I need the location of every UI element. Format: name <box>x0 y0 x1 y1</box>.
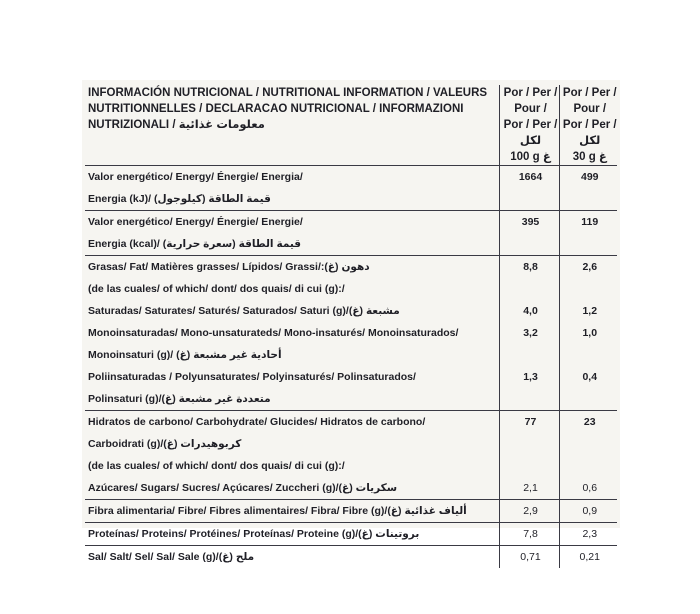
col-header-line: 100 g غ <box>510 151 551 163</box>
value-per-100g <box>499 322 559 366</box>
value-per-100g <box>499 211 559 256</box>
value-per-30g <box>559 546 617 569</box>
value-per-100g <box>499 546 559 569</box>
value-per-100g-text: 2,1 <box>523 482 538 494</box>
nutrient-label <box>85 455 499 477</box>
value-per-100g-text: 1664 <box>518 171 543 183</box>
col-header-line: Por / Per / لكل <box>503 119 558 147</box>
value-per-30g-text <box>563 278 618 300</box>
value-per-100g-text: 0,71 <box>520 551 541 563</box>
nutrient-label-line: Saturadas/ Saturates/ Saturés/ Saturados/ Saturi (g)/(غ) مشبعة <box>88 305 400 317</box>
value-per-30g-text: 0,9 <box>582 505 598 517</box>
value-per-100g <box>499 500 559 523</box>
value-per-30g-text: 2,3 <box>582 528 598 540</box>
nutrient-label-line: Carboidrati (g)/(غ) كربوهيدرات <box>88 438 242 450</box>
nutrient-label-line: Sal/ Salt/ Sel/ Sal/ Sale (g)/(غ) ملح <box>88 551 255 563</box>
nutrition-table <box>85 85 617 568</box>
nutrient-label <box>85 278 499 300</box>
nutrient-label-line: Azúcares/ Sugars/ Sucres/ Açúcares/ Zuccheri (g)/(غ) سكريات <box>88 482 398 494</box>
nutrient-row <box>85 366 617 411</box>
value-per-100g <box>499 366 559 411</box>
nutrient-row <box>85 166 617 211</box>
value-per-30g-text: 119 <box>581 216 599 228</box>
value-per-30g <box>559 455 617 477</box>
nutrient-label-line: (de las cuales/ of which/ dont/ dos quais/ di cui (g):/ <box>88 460 345 472</box>
value-per-100g <box>499 477 559 500</box>
value-per-100g <box>499 300 559 322</box>
value-per-100g <box>499 278 559 300</box>
nutrient-label <box>85 546 499 569</box>
nutrient-label <box>85 366 499 411</box>
value-per-30g <box>559 523 617 546</box>
value-per-100g <box>499 455 559 477</box>
title-line: NUTRIZIONALI / معلومات غذائية <box>88 119 265 131</box>
nutrient-label <box>85 322 499 366</box>
value-per-30g-text: 0,4 <box>582 371 598 383</box>
nutrient-label-line: Proteínas/ Proteins/ Protéines/ Proteínas/ Proteine (g)/(غ) بروتينات <box>88 528 420 540</box>
nutrient-label <box>85 166 499 211</box>
value-per-30g-text: 1,0 <box>582 327 598 339</box>
value-per-30g-text: 499 <box>580 171 599 183</box>
value-per-100g-text <box>503 278 559 300</box>
value-per-30g-text: 23 <box>583 416 596 428</box>
value-per-100g-text: 77 <box>524 416 537 428</box>
value-per-100g-text <box>503 455 559 477</box>
nutrient-label <box>85 500 499 523</box>
value-per-100g-text: 395 <box>521 216 540 228</box>
nutrient-row <box>85 256 617 279</box>
value-per-30g <box>559 166 617 211</box>
column-header-100g <box>499 85 559 166</box>
value-per-30g-text <box>563 455 618 477</box>
nutrient-label-line: Energia (kJ)/ (كيلوجول) قيمة الطاقة <box>88 193 271 205</box>
value-per-100g <box>499 523 559 546</box>
nutrient-label-line: Polinsaturi (g)/(غ) متعددة غير مشبعة <box>88 393 271 405</box>
nutrient-row <box>85 477 617 500</box>
col-header-line: Por / Per / Pour / <box>503 87 558 115</box>
nutrient-label-line: (de las cuales/ of which/ dont/ dos quais/ di cui (g):/ <box>88 283 345 295</box>
nutrient-label <box>85 211 499 256</box>
value-per-100g-text: 3,2 <box>523 327 538 339</box>
nutrient-row <box>85 278 617 300</box>
nutrient-label-line: Grasas/ Fat/ Matières grasses/ Lípidos/ Grassi/:(غ) دهون <box>88 261 370 273</box>
nutrient-label <box>85 523 499 546</box>
table-title <box>85 85 499 166</box>
nutrient-label-line: Valor energético/ Energy/ Énergie/ Energie/ <box>88 216 303 228</box>
value-per-30g-text: 0,6 <box>582 482 598 494</box>
value-per-100g <box>499 166 559 211</box>
nutrient-row <box>85 411 617 456</box>
value-per-30g <box>559 322 617 366</box>
value-per-100g-text: 1,3 <box>523 371 538 383</box>
value-per-100g <box>499 256 559 279</box>
value-per-100g-text: 2,9 <box>523 505 538 517</box>
value-per-100g-text: 7,8 <box>523 528 538 540</box>
nutrient-label-line: Hidratos de carbono/ Carbohydrate/ Glucides/ Hidratos de carbono/ <box>88 416 426 428</box>
value-per-100g <box>499 411 559 456</box>
value-per-30g <box>559 477 617 500</box>
nutrient-label-line: Fibra alimentaria/ Fibre/ Fibres alimentaires/ Fibra/ Fibre (g)/(غ) ألياف غذائية <box>88 505 467 517</box>
column-header-30g <box>559 85 617 166</box>
value-per-30g <box>559 300 617 322</box>
nutrient-row <box>85 500 617 523</box>
nutrient-label <box>85 477 499 500</box>
value-per-30g <box>559 211 617 256</box>
nutrient-row <box>85 211 617 256</box>
nutrient-row <box>85 300 617 322</box>
value-per-30g <box>559 278 617 300</box>
value-per-30g-text: 2,6 <box>582 261 598 273</box>
value-per-30g-text: 1,2 <box>582 305 598 317</box>
col-header-line: 30 g غ <box>572 151 607 163</box>
nutrient-label-line: Poliinsaturadas / Polyunsaturates/ Polyinsaturés/ Polinsaturados/ <box>88 371 416 383</box>
nutrient-row <box>85 322 617 366</box>
value-per-100g-text: 8,8 <box>523 261 538 273</box>
nutrient-label <box>85 300 499 322</box>
nutrient-label <box>85 256 499 279</box>
value-per-30g <box>559 366 617 411</box>
value-per-30g-text: 0,21 <box>579 551 600 563</box>
nutrient-label <box>85 411 499 456</box>
nutrient-row <box>85 523 617 546</box>
nutrient-label-line: Valor energético/ Energy/ Énergie/ Energia/ <box>88 171 303 183</box>
value-per-30g <box>559 411 617 456</box>
col-header-line: Por / Per / Pour / <box>562 87 617 115</box>
title-line: INFORMACIÓN NUTRICIONAL / NUTRITIONAL INFORMATION / VALEURS <box>88 87 488 99</box>
nutrient-row <box>85 546 617 569</box>
nutrient-label-line: Monoinsaturi (g)/ (غ) أحادية غير مشبعة <box>88 349 282 361</box>
value-per-30g <box>559 256 617 279</box>
nutrient-label-line: Monoinsaturadas/ Mono-unsaturateds/ Mono-insaturés/ Monoinsaturados/ <box>88 327 459 339</box>
title-line: NUTRITIONNELLES / DECLARACAO NUTRICIONAL / INFORMAZIONI <box>88 103 464 115</box>
value-per-100g-text: 4,0 <box>523 305 538 317</box>
value-per-30g <box>559 500 617 523</box>
nutrient-row <box>85 455 617 477</box>
nutrient-label-line: Energia (kcal)/ (سعرة حرارية) قيمة الطاقة <box>88 238 302 250</box>
table-header-row <box>85 85 617 166</box>
col-header-line: Por / Per / لكل <box>562 119 617 147</box>
